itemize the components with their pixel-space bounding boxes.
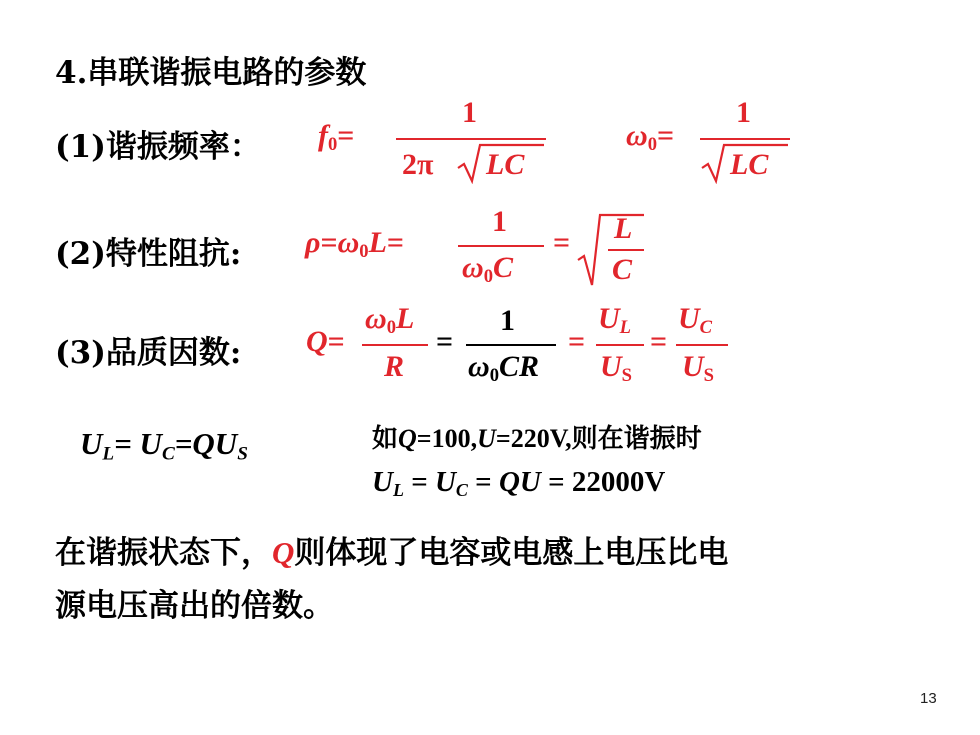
cr-symbol: CR — [499, 350, 540, 383]
omega-symbol: ω — [626, 119, 648, 152]
conclusion-text: 在谐振状态下， — [55, 535, 272, 571]
eq-qu-text: =QU — [174, 426, 238, 461]
equals-sign: = — [327, 325, 345, 358]
u-symbol: U — [519, 466, 541, 498]
omega-symbol: ω — [365, 302, 387, 335]
q-frac4-bar — [676, 344, 728, 346]
sub-zero: 0 — [489, 365, 499, 387]
two-pi: 2π — [402, 148, 434, 181]
sub-c: C — [699, 317, 713, 339]
conclusion-line-1 — [55, 526, 935, 580]
u-symbol: U — [598, 302, 620, 335]
equals-sign: = — [337, 119, 355, 152]
equals-sign: = — [411, 466, 428, 498]
q-frac2-bar — [466, 344, 556, 346]
equals-sign: = — [650, 325, 668, 358]
conclusion-line-2: 源电压高出的倍数。 — [55, 588, 334, 624]
q-symbol: Q — [306, 325, 328, 358]
u-symbol: U — [682, 350, 704, 383]
rho-symbol: ρ — [305, 226, 321, 259]
page-number: 13 — [920, 690, 937, 707]
c-symbol: C — [493, 251, 514, 284]
sub-zero: 0 — [328, 134, 338, 156]
conclusion-paragraph — [55, 526, 935, 633]
sub-zero: 0 — [386, 317, 396, 339]
sub-l: L — [619, 317, 632, 339]
example-text: =100, — [416, 424, 478, 453]
equals-sign: = — [568, 325, 586, 358]
f0-numerator: 1 — [462, 96, 477, 129]
omega-symbol: ω — [468, 350, 490, 383]
u-symbol: U — [678, 302, 700, 335]
example-line-1 — [372, 418, 702, 455]
quality-factor-label: (3)品质因数: — [55, 335, 242, 371]
eq-u-text: = U — [114, 426, 162, 461]
sub-zero: 0 — [483, 266, 493, 288]
sqrt-fraction-bar — [608, 249, 644, 251]
voltage-relation — [80, 426, 248, 465]
example-line-2 — [372, 466, 665, 501]
equals-sign: = — [436, 325, 454, 358]
omega0-numerator: 1 — [736, 96, 751, 129]
sub-l: L — [392, 480, 404, 501]
omega-symbol: ω — [462, 251, 484, 284]
rho-fraction-bar — [458, 245, 544, 247]
conclusion-text: 则体现了电容或电感上电压比电 — [294, 535, 729, 571]
sub-s: S — [237, 443, 248, 465]
omega0-fraction-bar — [700, 138, 790, 140]
f0-lc: LC — [486, 148, 525, 181]
equals-sign: = — [657, 119, 675, 152]
u-symbol: U — [434, 466, 456, 498]
page-title: 4.串联谐振电路的参数 — [55, 55, 367, 91]
q-symbol: Q — [272, 535, 295, 570]
f0-symbol: f — [318, 119, 328, 152]
sub-s: S — [621, 365, 633, 387]
rho-numerator: 1 — [492, 205, 507, 238]
sub-s: S — [703, 365, 715, 387]
result-value: = 22000V — [540, 466, 666, 498]
u-symbol: U — [600, 350, 622, 383]
equals-sign: = — [475, 466, 492, 498]
sub-l: L — [102, 443, 115, 465]
equals-sign: = — [553, 226, 571, 259]
r-symbol: R — [384, 350, 405, 383]
q-frac2-numerator: 1 — [500, 304, 515, 337]
u-symbol: U — [80, 426, 103, 461]
example-text: 如 — [372, 424, 399, 453]
sub-zero: 0 — [359, 241, 369, 263]
sqrt-c: C — [612, 253, 633, 286]
q-symbol: Q — [398, 424, 417, 453]
f0-fraction-bar — [396, 138, 546, 140]
characteristic-impedance-label: (2)特性阻抗: — [55, 236, 242, 272]
omega-symbol: ω — [337, 226, 360, 259]
sub-c: C — [455, 480, 468, 501]
equals-sign: = — [386, 226, 405, 259]
q-frac1-bar — [362, 344, 428, 346]
omega0-lc: LC — [730, 148, 769, 181]
sub-c: C — [161, 443, 175, 465]
sqrt-l: L — [614, 212, 633, 245]
example-text: =220V,则在谐振时 — [495, 424, 702, 453]
u-symbol: U — [477, 424, 496, 453]
u-symbol: U — [372, 466, 393, 498]
equals-sign: = — [320, 226, 338, 259]
resonant-frequency-label: (1)谐振频率： — [55, 129, 261, 165]
sub-zero: 0 — [647, 134, 657, 156]
l-symbol: L — [396, 302, 415, 335]
q-symbol: Q — [498, 466, 520, 498]
l-symbol: L — [368, 226, 387, 259]
q-frac3-bar — [596, 344, 644, 346]
